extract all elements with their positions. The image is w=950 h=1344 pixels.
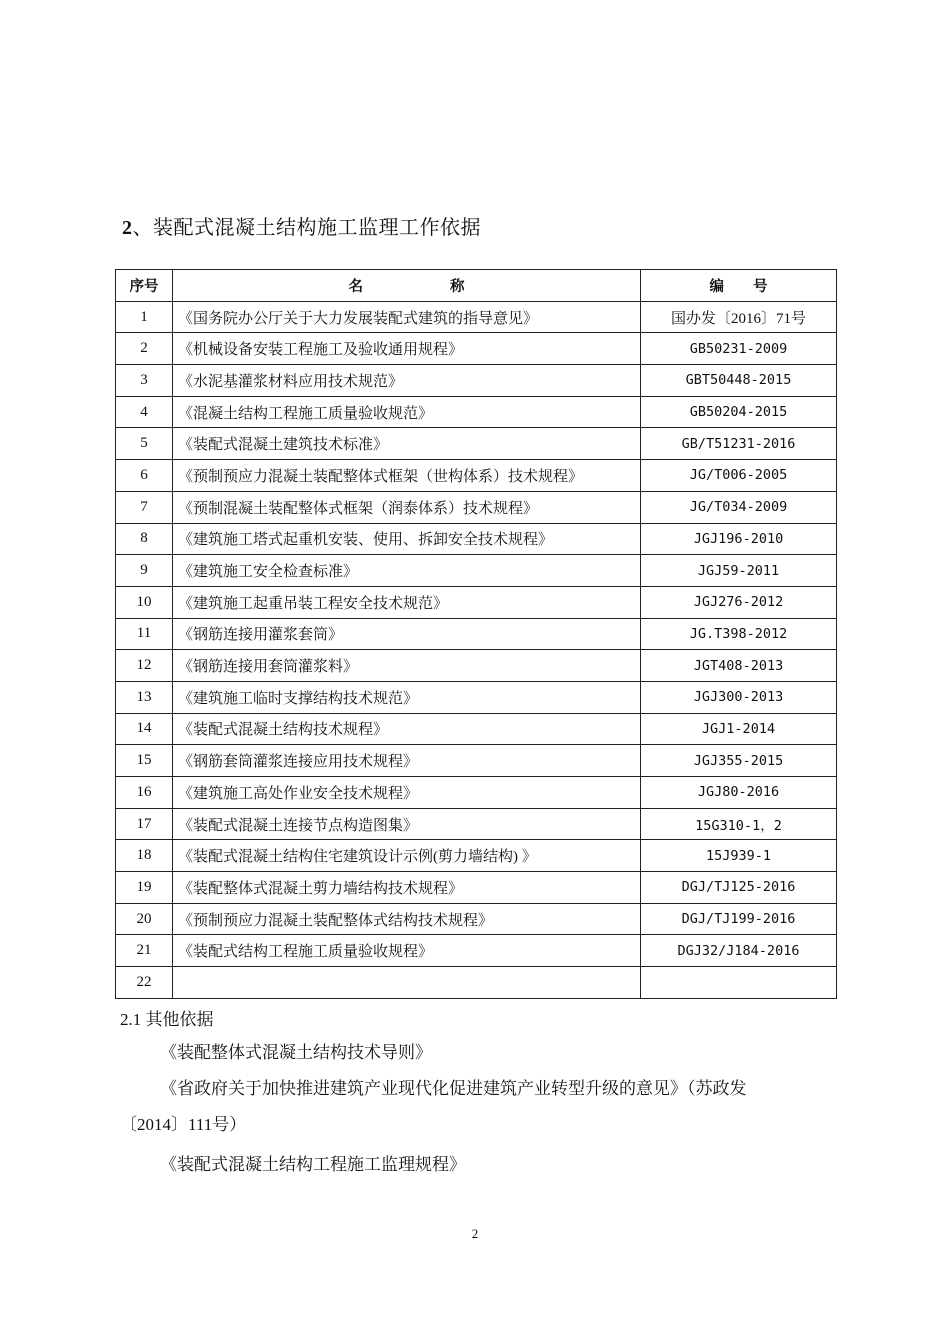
other-basis-item-2: 《省政府关于加快推进建筑产业现代化促进建筑产业转型升级的意见》（苏政发 bbox=[160, 1079, 747, 1098]
table-row bbox=[116, 301, 837, 333]
row-name: 《预制混凝土装配整体式框架（润泰体系）技术规程》 bbox=[173, 491, 641, 523]
row-code: DGJ/TJ125-2016 bbox=[641, 872, 837, 904]
row-no: 1 bbox=[116, 301, 173, 333]
table-body bbox=[116, 301, 837, 998]
row-code: DGJ/TJ199-2016 bbox=[641, 903, 837, 935]
row-name: 《装配式结构工程施工质量验收规程》 bbox=[173, 935, 641, 967]
table-row bbox=[116, 872, 837, 904]
table-row bbox=[116, 365, 837, 397]
row-code: JG/T006-2005 bbox=[641, 460, 837, 492]
row-no: 6 bbox=[116, 460, 173, 492]
row-name: 《机械设备安装工程施工及验收通用规程》 bbox=[173, 333, 641, 365]
row-name: 《国务院办公厅关于大力发展装配式建筑的指导意见》 bbox=[173, 301, 641, 333]
row-no: 13 bbox=[116, 681, 173, 713]
other-basis-item-2-cont: 〔2014〕111号） bbox=[120, 1115, 247, 1134]
row-no: 20 bbox=[116, 903, 173, 935]
row-name: 《预制预应力混凝土装配整体式结构技术规程》 bbox=[173, 903, 641, 935]
row-name: 《钢筋连接用灌浆套筒》 bbox=[173, 618, 641, 650]
row-no: 21 bbox=[116, 935, 173, 967]
row-name: 《预制预应力混凝土装配整体式框架（世构体系）技术规程》 bbox=[173, 460, 641, 492]
row-code: GBT50448-2015 bbox=[641, 365, 837, 397]
table-row bbox=[116, 777, 837, 809]
section-title-text: 、装配式混凝土结构施工监理工作依据 bbox=[132, 217, 481, 239]
row-no: 5 bbox=[116, 428, 173, 460]
table-row bbox=[116, 745, 837, 777]
table-header-row bbox=[116, 270, 837, 302]
header-no: 序号 bbox=[116, 270, 173, 302]
row-name: 《建筑施工高处作业安全技术规程》 bbox=[173, 777, 641, 809]
row-name: 《装配整体式混凝土剪力墙结构技术规程》 bbox=[173, 872, 641, 904]
table-row bbox=[116, 840, 837, 872]
row-name: 《建筑施工安全检查标准》 bbox=[173, 555, 641, 587]
table-row bbox=[116, 681, 837, 713]
row-code: GB50231-2009 bbox=[641, 333, 837, 365]
table-row bbox=[116, 713, 837, 745]
row-code: JGJ80-2016 bbox=[641, 777, 837, 809]
section-title bbox=[122, 211, 481, 240]
row-no: 19 bbox=[116, 872, 173, 904]
row-code: JGJ59-2011 bbox=[641, 555, 837, 587]
row-no: 14 bbox=[116, 713, 173, 745]
row-no: 17 bbox=[116, 808, 173, 840]
row-name: 《装配式混凝土结构技术规程》 bbox=[173, 713, 641, 745]
row-no: 3 bbox=[116, 365, 173, 397]
row-no: 16 bbox=[116, 777, 173, 809]
row-name: 《装配式混凝土连接节点构造图集》 bbox=[173, 808, 641, 840]
row-code: JG/T034-2009 bbox=[641, 491, 837, 523]
table-row bbox=[116, 967, 837, 999]
row-code: 15J939-1 bbox=[641, 840, 837, 872]
row-code: JGJ355-2015 bbox=[641, 745, 837, 777]
row-no: 10 bbox=[116, 586, 173, 618]
table-row bbox=[116, 333, 837, 365]
row-name: 《混凝土结构工程施工质量验收规范》 bbox=[173, 396, 641, 428]
row-name bbox=[173, 967, 641, 999]
row-code: 15G310-1，2 bbox=[641, 808, 837, 840]
row-no: 15 bbox=[116, 745, 173, 777]
row-code: JGT408-2013 bbox=[641, 650, 837, 682]
row-name: 《水泥基灌浆材料应用技术规范》 bbox=[173, 365, 641, 397]
row-name: 《装配式混凝土建筑技术标准》 bbox=[173, 428, 641, 460]
row-name: 《装配式混凝土结构住宅建筑设计示例(剪力墙结构) 》 bbox=[173, 840, 641, 872]
row-name: 《建筑施工起重吊装工程安全技术规范》 bbox=[173, 586, 641, 618]
row-code bbox=[641, 967, 837, 999]
table-row bbox=[116, 903, 837, 935]
table-row bbox=[116, 650, 837, 682]
table-row bbox=[116, 460, 837, 492]
table-row bbox=[116, 555, 837, 587]
table-row bbox=[116, 428, 837, 460]
other-basis-item-1: 《装配整体式混凝土结构技术导则》 bbox=[160, 1043, 432, 1062]
row-name: 《建筑施工塔式起重机安装、使用、拆卸安全技术规程》 bbox=[173, 523, 641, 555]
row-code: JGJ196-2010 bbox=[641, 523, 837, 555]
row-no: 4 bbox=[116, 396, 173, 428]
other-basis-heading: 2.1 其他依据 bbox=[120, 1010, 214, 1029]
table-row bbox=[116, 491, 837, 523]
header-name: 名 称 bbox=[173, 270, 641, 302]
row-code: JGJ1-2014 bbox=[641, 713, 837, 745]
row-code: JGJ276-2012 bbox=[641, 586, 837, 618]
table-row bbox=[116, 523, 837, 555]
row-no: 9 bbox=[116, 555, 173, 587]
section-number: 2 bbox=[122, 217, 133, 239]
table-row bbox=[116, 935, 837, 967]
row-name: 《建筑施工临时支撑结构技术规范》 bbox=[173, 681, 641, 713]
row-no: 11 bbox=[116, 618, 173, 650]
page-number: 2 bbox=[471, 1226, 479, 1241]
row-no: 12 bbox=[116, 650, 173, 682]
row-no: 22 bbox=[116, 967, 173, 999]
basis-table bbox=[115, 269, 837, 999]
header-code: 编 号 bbox=[641, 270, 837, 302]
row-name: 《钢筋套筒灌浆连接应用技术规程》 bbox=[173, 745, 641, 777]
row-name: 《钢筋连接用套筒灌浆料》 bbox=[173, 650, 641, 682]
row-no: 2 bbox=[116, 333, 173, 365]
row-no: 18 bbox=[116, 840, 173, 872]
row-code: JG.T398-2012 bbox=[641, 618, 837, 650]
other-basis-item-3: 《装配式混凝土结构工程施工监理规程》 bbox=[160, 1155, 466, 1174]
table-row bbox=[116, 586, 837, 618]
row-code: GB50204-2015 bbox=[641, 396, 837, 428]
table-row bbox=[116, 808, 837, 840]
row-code: 国办发〔2016〕71号 bbox=[641, 301, 837, 333]
table-row bbox=[116, 396, 837, 428]
row-code: JGJ300-2013 bbox=[641, 681, 837, 713]
row-code: GB/T51231-2016 bbox=[641, 428, 837, 460]
row-code: DGJ32/J184-2016 bbox=[641, 935, 837, 967]
row-no: 7 bbox=[116, 491, 173, 523]
table-row bbox=[116, 618, 837, 650]
row-no: 8 bbox=[116, 523, 173, 555]
